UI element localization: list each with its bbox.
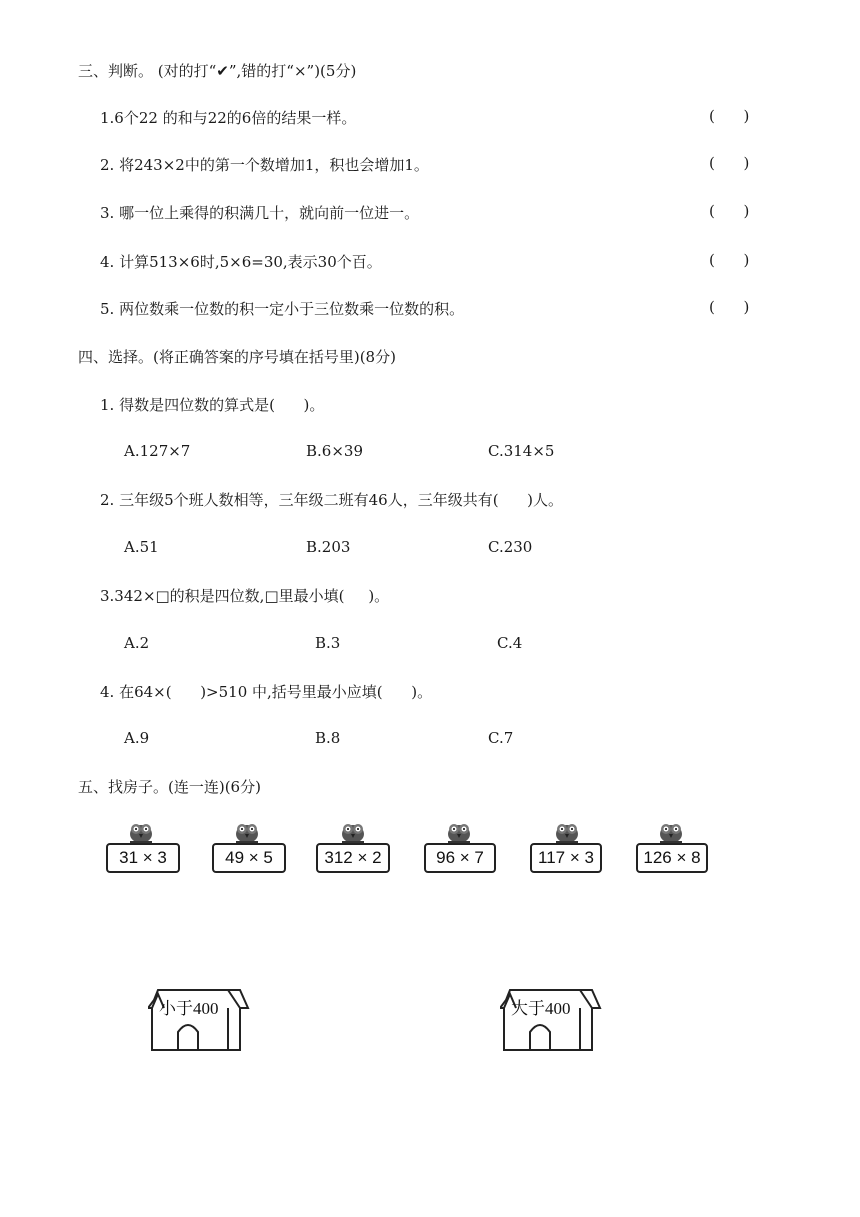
choice-2-option-b[interactable]: B.203 [306,538,351,556]
bird-icon [550,817,584,845]
bird-icon [336,817,370,845]
section-5-title: 五、找房子。(连一连)(6分) [78,778,261,796]
judge-item-4: 4. 计算513×6时,5×6=30,表示30个百。 [100,253,382,271]
choice-1-option-c[interactable]: C.314×5 [488,442,555,460]
bird-icon [230,817,264,845]
answer-paren-3[interactable]: ( ) [709,202,750,220]
expression-card[interactable]: 49 × 5 [212,843,286,873]
choice-1-option-b[interactable]: B.6×39 [306,442,363,460]
judge-item-1: 1.6个22 的和与22的6倍的结果一样。 [100,109,357,127]
judge-item-3: 3. 哪一位上乘得的积满几十，就向前一位进一。 [100,204,420,222]
choice-3-option-c[interactable]: C.4 [497,634,523,652]
house-label-greater: 大于400 [511,999,571,1018]
judge-item-5: 5. 两位数乘一位数的积一定小于三位数乘一位数的积。 [100,300,465,318]
answer-paren-5[interactable]: ( ) [709,298,750,316]
answer-paren-2[interactable]: ( ) [709,154,750,172]
expression-card[interactable]: 312 × 2 [316,843,390,873]
choice-3-option-a[interactable]: A.2 [124,634,150,652]
expression-card[interactable]: 31 × 3 [106,843,180,873]
choice-2-option-a[interactable]: A.51 [124,538,159,556]
choice-question-2: 2. 三年级5个班人数相等，三年级二班有46人，三年级共有( )人。 [100,491,564,509]
choice-1-option-a[interactable]: A.127×7 [124,442,191,460]
bird-icon [654,817,688,845]
answer-paren-1[interactable]: ( ) [709,107,750,125]
choice-3-option-b[interactable]: B.3 [315,634,341,652]
judge-item-2: 2. 将243×2中的第一个数增加1，积也会增加1。 [100,156,429,174]
choice-2-option-c[interactable]: C.230 [488,538,533,556]
expression-card[interactable]: 117 × 3 [530,843,602,873]
answer-paren-4[interactable]: ( ) [709,251,750,269]
section-3-title: 三、判断。 (对的打“✔”,错的打“×”)(5分) [78,62,357,80]
section-4-title: 四、选择。(将正确答案的序号填在括号里)(8分) [78,348,396,366]
house-label-less: 小于400 [159,999,219,1018]
choice-4-option-c[interactable]: C.7 [488,729,514,747]
choice-4-option-b[interactable]: B.8 [315,729,341,747]
choice-question-1: 1. 得数是四位数的算式是( )。 [100,396,325,414]
bird-icon [442,817,476,845]
choice-question-3: 3.342×□的积是四位数,□里最小填( )。 [100,587,390,605]
choice-4-option-a[interactable]: A.9 [124,729,150,747]
bird-icon [124,817,158,845]
expression-card[interactable]: 126 × 8 [636,843,708,873]
expression-card[interactable]: 96 × 7 [424,843,496,873]
choice-question-4: 4. 在64×( )>510 中,括号里最小应填( )。 [100,683,433,701]
